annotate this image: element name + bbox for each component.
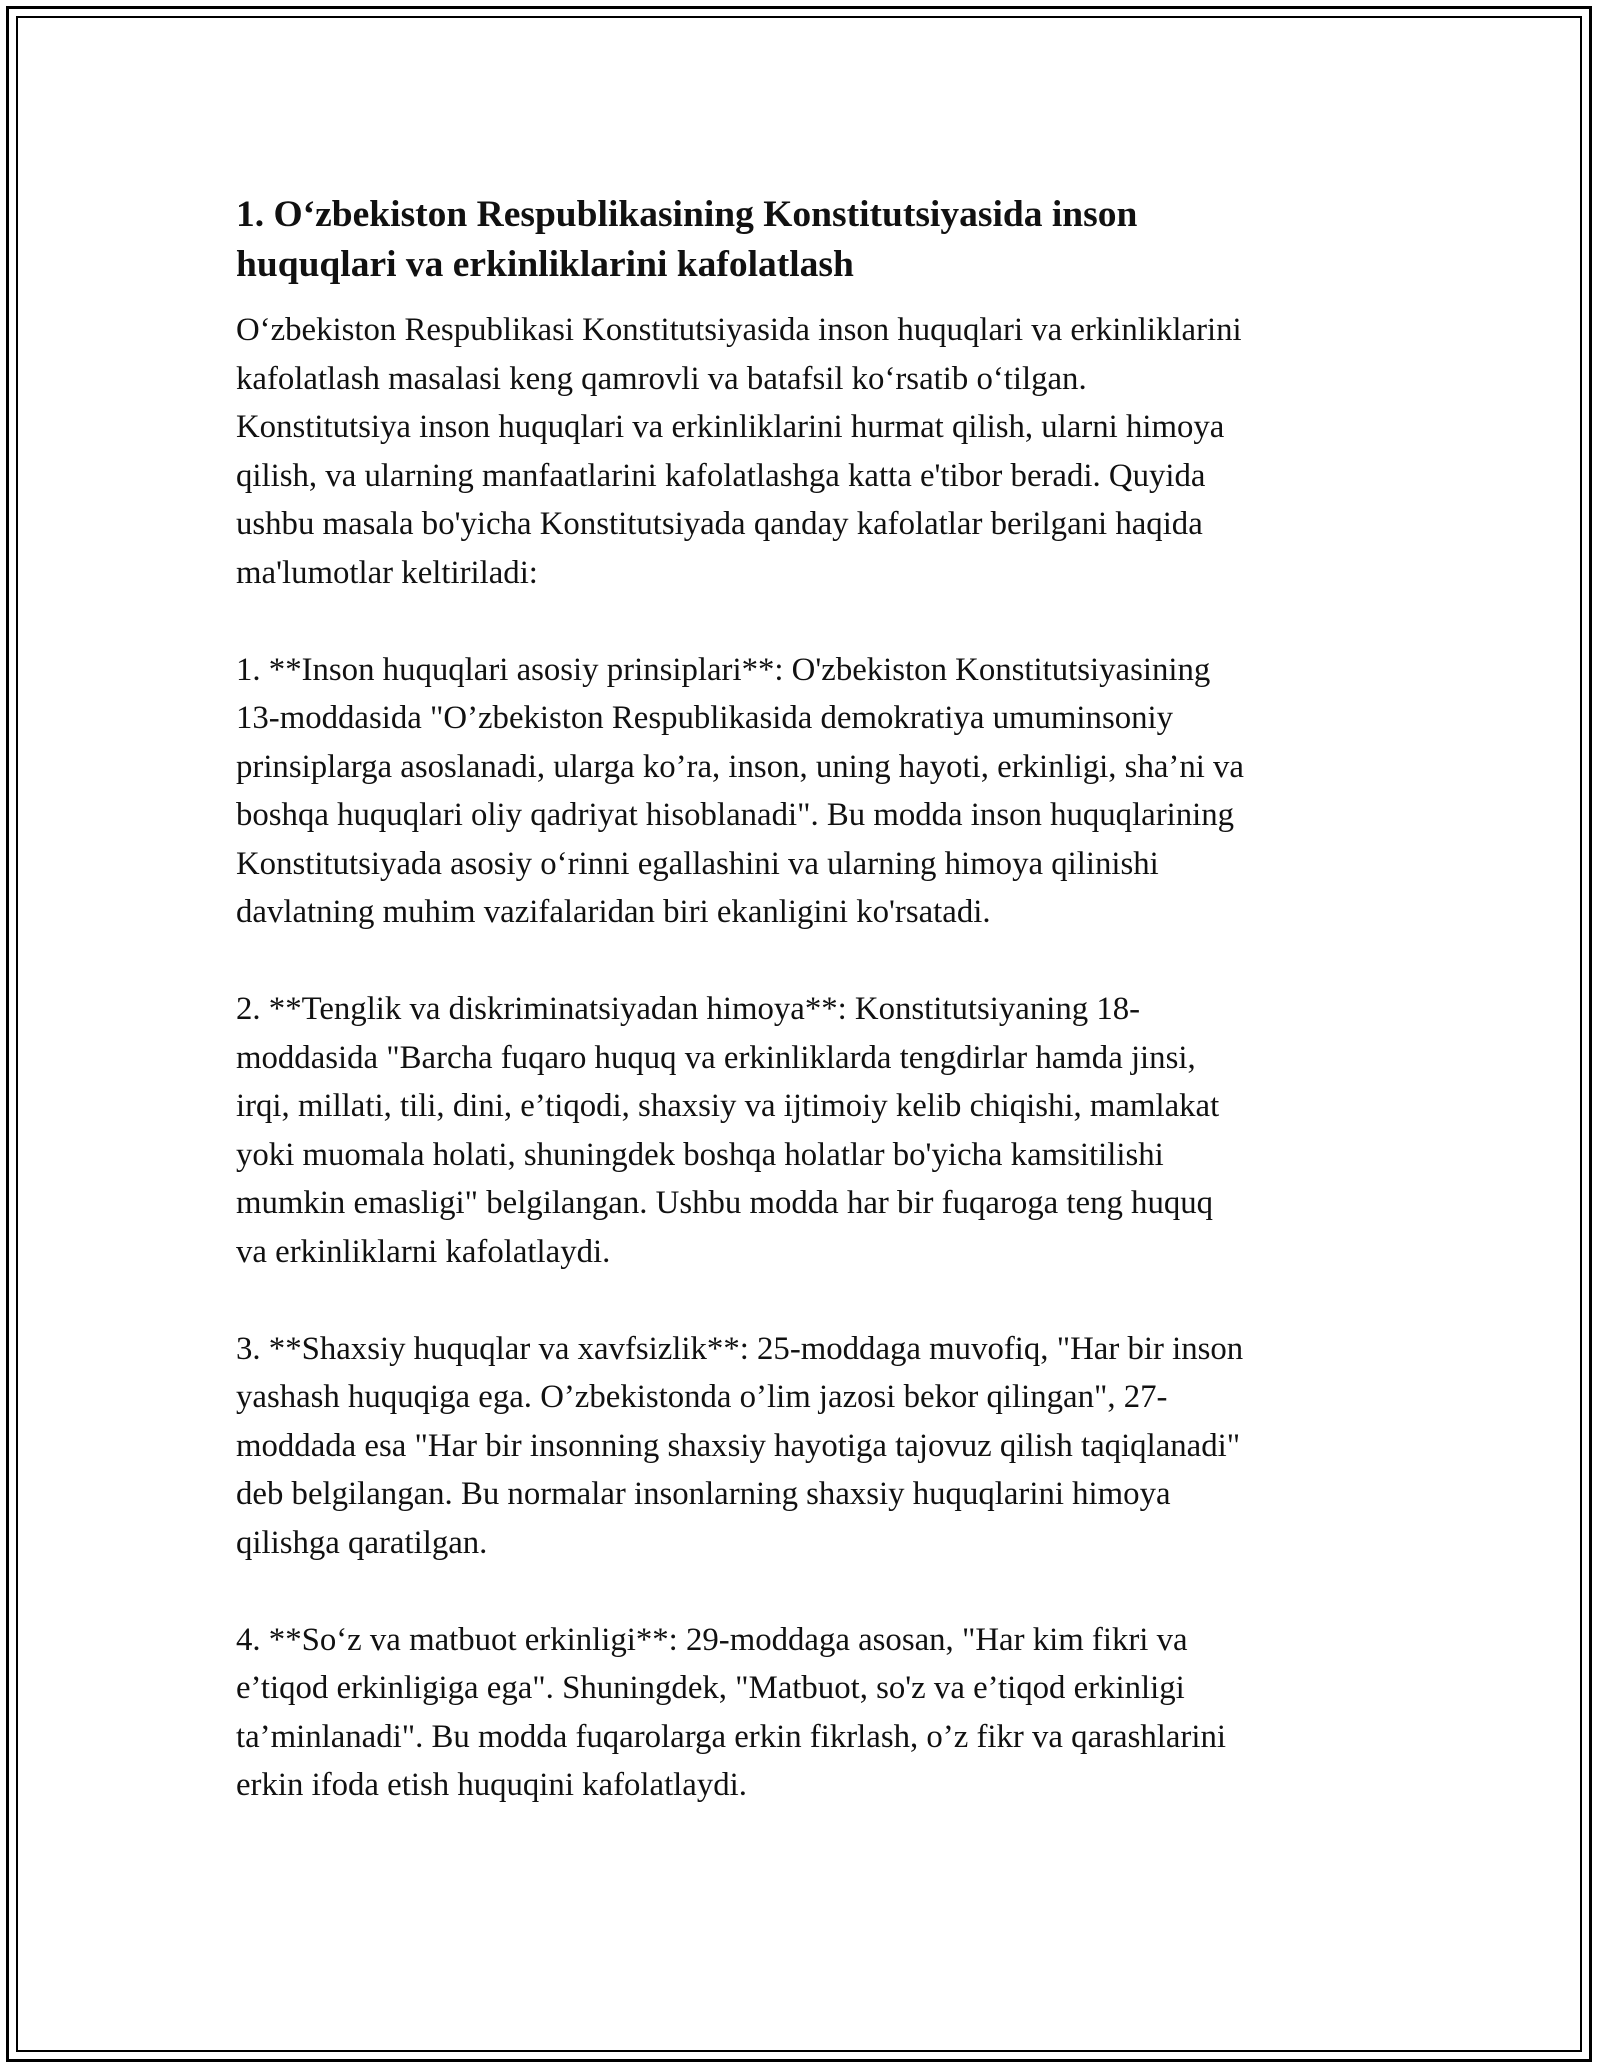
text-line: 13-moddasida "O’zbekiston Respublikasida demokratiya umuminsoniy [236,700,1174,736]
text-line: davlatning muhim vazifalaridan biri ekanligini ko'rsatadi. [236,894,991,930]
heading-line: 1. O‘zbekiston Respublikasining Konstitutsiyasida inson [236,194,1138,235]
intro-paragraph [236,306,1376,597]
text-line: boshqa huquqlari oliy qadriyat hisoblanadi". Bu modda inson huquqlarining [236,797,1235,833]
document-body [236,190,1376,1810]
text-line: prinsiplarga asoslanadi, ularga ko’ra, inson, uning hayoti, erkinligi, sha’ni va [236,748,1244,785]
text-line: Konstitutsiya inson huquqlari va erkinliklarini hurmat qilish, ularni himoya [236,409,1225,445]
paragraph-gap [236,937,1376,986]
text-line: ushbu masala bo'yicha Konstitutsiyada qanday kafolatlar berilgani haqida [236,506,1203,542]
text-line: Konstitutsiyada asosiy o‘rinni egallashini va ularning himoya qilinishi [236,845,1159,882]
section-heading [236,190,1376,290]
text-line: e’tiqod erkinligiga ega". Shuningdek, "Matbuot, so'z va e’tiqod erkinligi [236,1670,1185,1706]
item-paragraph-1 [236,646,1376,937]
paragraph-gap [236,1567,1376,1616]
paragraph-gap [236,1276,1376,1325]
text-line: qilish, va ularning manfaatlarini kafolatlashga katta e'tibor beradi. Quyida [236,457,1206,494]
heading-line: huquqlari va erkinliklarini kafolatlash [236,244,854,285]
text-line: moddasida "Barcha fuqaro huquq va erkinliklarda tengdirlar hamda jinsi, [236,1039,1196,1076]
text-line: kafolatlash masalasi keng qamrovli va batafsil ko‘rsatib o‘tilgan. [236,360,1087,397]
paragraph-gap [236,597,1376,646]
text-line: yoki muomala holati, shuningdek boshqa holatlar bo'yicha kamsitilishi [236,1136,1164,1173]
text-line: yashash huquqiga ega. O’zbekistonda o’lim jazosi bekor qilingan", 27- [236,1379,1168,1415]
text-line: 1. **Inson huquqlari asosiy prinsiplari**: O'zbekiston Konstitutsiyasining [236,651,1211,688]
text-line: irqi, millati, tili, dini, e’tiqodi, shaxsiy va ijtimoiy kelib chiqishi, mamlakat [236,1088,1220,1124]
item-paragraph-4 [236,1616,1376,1810]
text-line: mumkin emasligi" belgilangan. Ushbu modda har bir fuqaroga teng huquq [236,1185,1214,1221]
text-line: qilishga qaratilgan. [236,1524,488,1561]
text-line: deb belgilangan. Bu normalar insonlarning shaxsiy huquqlarini himoya [236,1476,1171,1512]
text-line: 3. **Shaxsiy huquqlar va xavfsizlik**: 25-moddaga muvofiq, "Har bir inson [236,1330,1244,1367]
item-paragraph-3 [236,1325,1376,1568]
item-paragraph-2 [236,985,1376,1276]
text-line: ta’minlanadi". Bu modda fuqarolarga erkin fikrlash, o’z fikr va qarashlarini [236,1718,1226,1755]
text-line: 4. **So‘z va matbuot erkinligi**: 29-moddaga asosan, "Har kim fikri va [236,1621,1188,1658]
text-line: ma'lumotlar keltiriladi: [236,554,538,591]
text-line: O‘zbekiston Respublikasi Konstitutsiyasida inson huquqlari va erkinliklarini [236,312,1242,348]
text-line: va erkinliklarni kafolatlaydi. [236,1233,611,1270]
text-line: moddada esa "Har bir insonning shaxsiy hayotiga tajovuz qilish taqiqlanadi" [236,1427,1241,1464]
text-line: 2. **Tenglik va diskriminatsiyadan himoya**: Konstitutsiyaning 18- [236,991,1141,1027]
text-line: erkin ifoda etish huquqini kafolatlaydi. [236,1767,747,1803]
